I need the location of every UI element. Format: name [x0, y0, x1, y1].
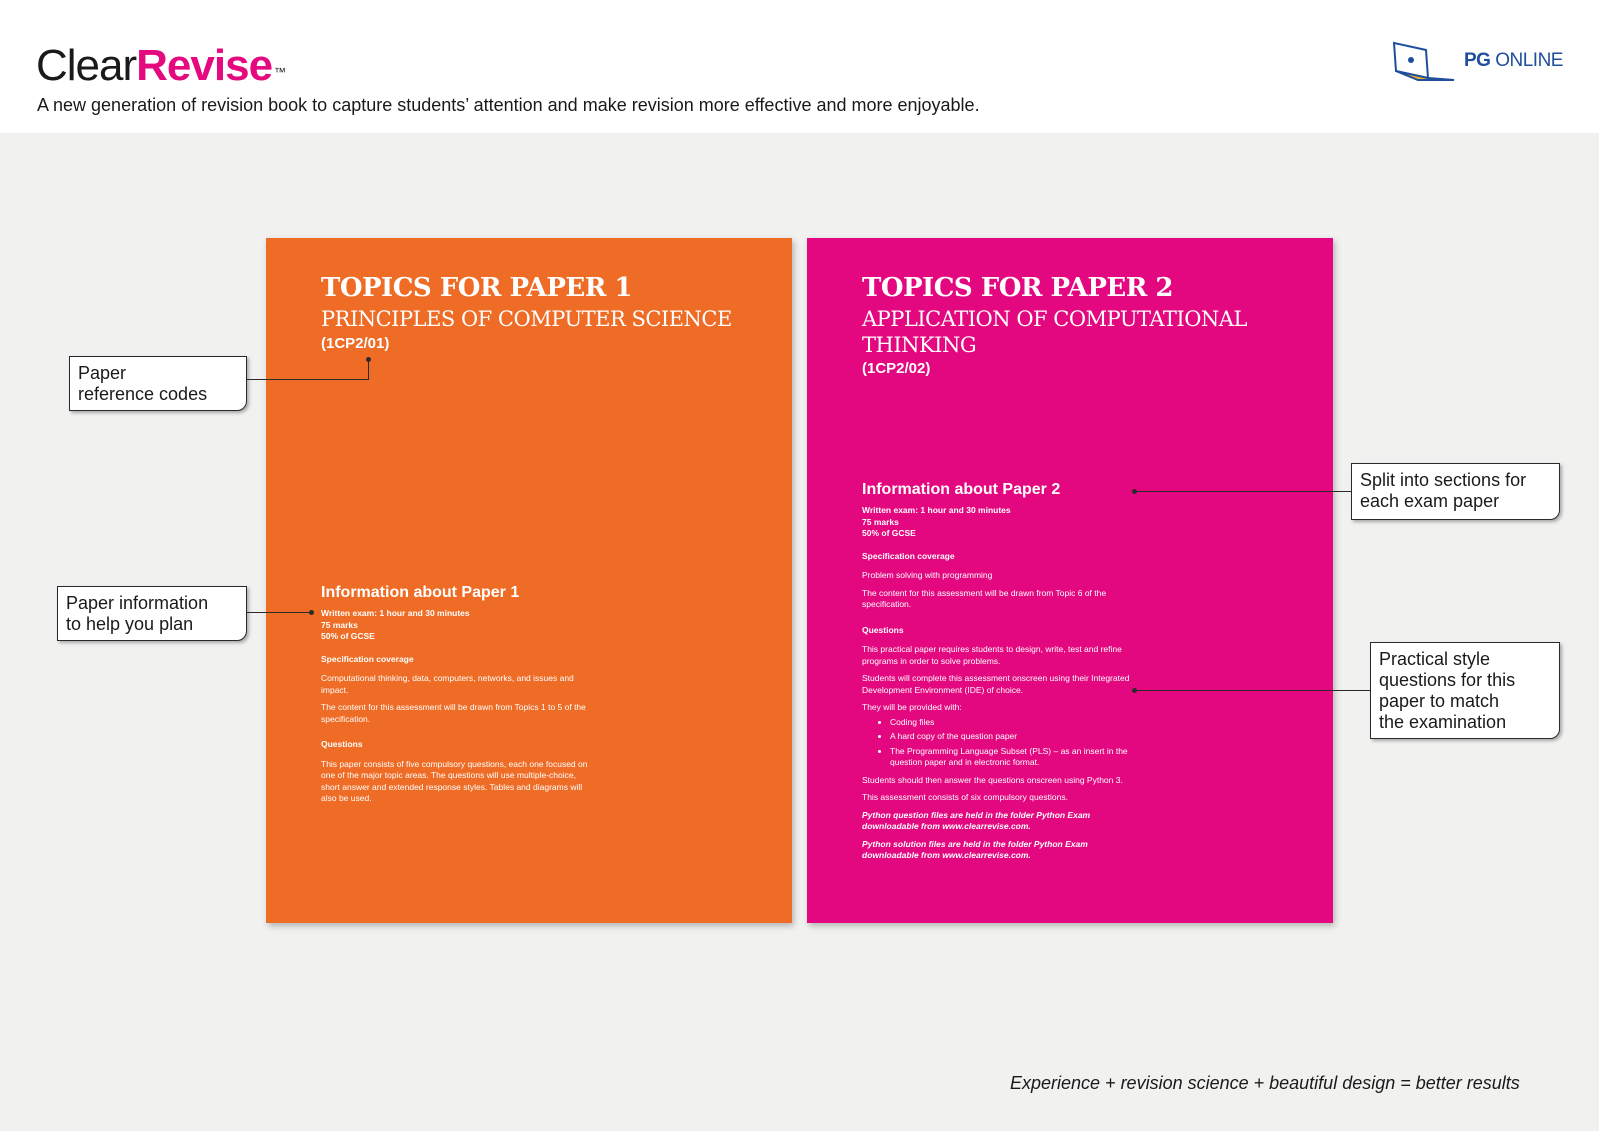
leader-dot	[1132, 688, 1137, 693]
pg-text: PG	[1464, 50, 1491, 71]
paper2-spec-text: Problem solving with programming	[862, 570, 993, 580]
callout-line: to help you plan	[66, 614, 194, 634]
leader-dot	[366, 357, 371, 362]
footer-slogan: Experience + revision science + beautiful design = better results	[1010, 1073, 1520, 1093]
logo-clear-text: Clear	[36, 41, 137, 90]
list-item: • The Programming Language Subset (PLS) – as an insert in the question paper and in electronic format.	[890, 746, 1137, 769]
paper1-fact: Written exam: 1 hour and 30 minutes	[321, 608, 470, 618]
paper2-spec-heading: Specification coverage	[862, 550, 955, 561]
callout-line: Practical style	[1379, 649, 1491, 669]
paper2-questions-text: This assessment consists of six compulsory questions.	[862, 792, 1068, 802]
list-item: • A hard copy of the question paper	[890, 731, 1137, 743]
list-item: • Coding files	[890, 717, 1137, 729]
callout-line: paper to match	[1379, 691, 1500, 711]
paper1-title: TOPICS FOR PAPER 1	[321, 273, 632, 303]
paper2-questions-text: This practical paper requires students to design, write, test and refine programs in order to solve problems.	[862, 644, 1122, 666]
paper1-code: (1CP2/01)	[321, 335, 390, 352]
paper2-python-question-note: Python question files are held in the folder Python Exam downloadable from www.clearrevise.com.	[862, 809, 1091, 831]
leader-line	[1135, 690, 1370, 691]
callout-sections	[1351, 463, 1560, 520]
pg-online-logo	[1390, 40, 1565, 84]
paper2-questions-text: Students should then answer the questions onscreen using Python 3.	[862, 774, 1123, 785]
paper2-page	[807, 238, 1333, 923]
clearrevise-logo	[36, 38, 285, 94]
paper1-info	[321, 583, 596, 811]
paper2-title: TOPICS FOR PAPER 2	[862, 273, 1173, 303]
paper2-spec-text: The content for this assessment will be drawn from Topic 6 of the specification.	[862, 587, 1107, 609]
leader-dot	[309, 610, 314, 615]
paper2-facts	[862, 505, 1137, 540]
paper2-questions-heading: Questions	[862, 624, 904, 635]
online-text: ONLINE	[1495, 50, 1563, 71]
paper1-facts	[321, 608, 596, 643]
paper1-page	[266, 238, 792, 923]
paper2-info-heading: Information about Paper 2	[862, 481, 1061, 498]
paper2-questions-text: They will be provided with:	[862, 702, 962, 712]
callout-paper-info	[57, 586, 247, 641]
callout-line: reference codes	[78, 384, 208, 404]
paper2-fact: Written exam: 1 hour and 30 minutes	[862, 505, 1011, 515]
logo-revise-text: Revise	[136, 41, 273, 90]
paper2-provided-list	[862, 717, 1137, 769]
callout-line: Split into sections for	[1360, 470, 1527, 490]
paper2-info	[862, 480, 1137, 868]
paper1-info-heading: Information about Paper 1	[321, 584, 520, 601]
paper2-subtitle: APPLICATION OF COMPUTATIONAL THINKING	[862, 307, 1247, 357]
header	[0, 0, 1599, 133]
callout-line: Paper	[78, 363, 127, 383]
laptop-icon	[1390, 40, 1460, 84]
paper2-fact: 75 marks	[862, 516, 899, 527]
paper1-spec-text: The content for this assessment will be drawn from Topics 1 to 5 of the specification.	[321, 702, 586, 724]
paper1-questions-heading: Questions	[321, 739, 363, 749]
tagline: A new generation of revision book to capture students’ attention and make revision more effective and more enjoyable.	[37, 95, 980, 115]
paper2-questions-text: Students will complete this assessment onscreen using their Integrated Development Environment (IDE) of choice.	[862, 673, 1130, 695]
paper1-fact: 75 marks	[321, 619, 358, 630]
leader-dot	[1132, 489, 1137, 494]
paper2-python-solution-note: Python solution files are held in the folder Python Exam downloadable from www.clearrevise.com.	[862, 838, 1088, 860]
pg-online-text	[1464, 50, 1563, 72]
paper2-fact: 50% of GCSE	[862, 528, 916, 538]
callout-line: the examination	[1379, 712, 1507, 732]
leader-line	[1135, 491, 1351, 492]
callout-line: questions for this	[1379, 670, 1516, 690]
leader-line	[368, 360, 369, 380]
paper2-code: (1CP2/02)	[862, 360, 931, 377]
paper1-questions-text: This paper consists of five compulsory questions, each one focused on one of the major topic areas. The questions will use multiple-choice, short answer and extended response styles. Tables and diagrams will also be used.	[321, 758, 588, 803]
logo-trademark: ™	[274, 65, 286, 79]
callout-reference-codes	[69, 356, 247, 411]
leader-line	[247, 379, 369, 380]
callout-line: each exam paper	[1360, 491, 1500, 511]
leader-line	[247, 612, 311, 613]
paper1-spec-text: Computational thinking, data, computers, networks, and issues and impact.	[321, 673, 574, 695]
callout-line: Paper information	[66, 593, 209, 613]
callout-practical	[1370, 642, 1560, 739]
paper1-spec-heading: Specification coverage	[321, 653, 414, 664]
paper1-fact: 50% of GCSE	[321, 631, 375, 641]
paper1-subtitle: PRINCIPLES OF COMPUTER SCIENCE	[321, 307, 732, 331]
